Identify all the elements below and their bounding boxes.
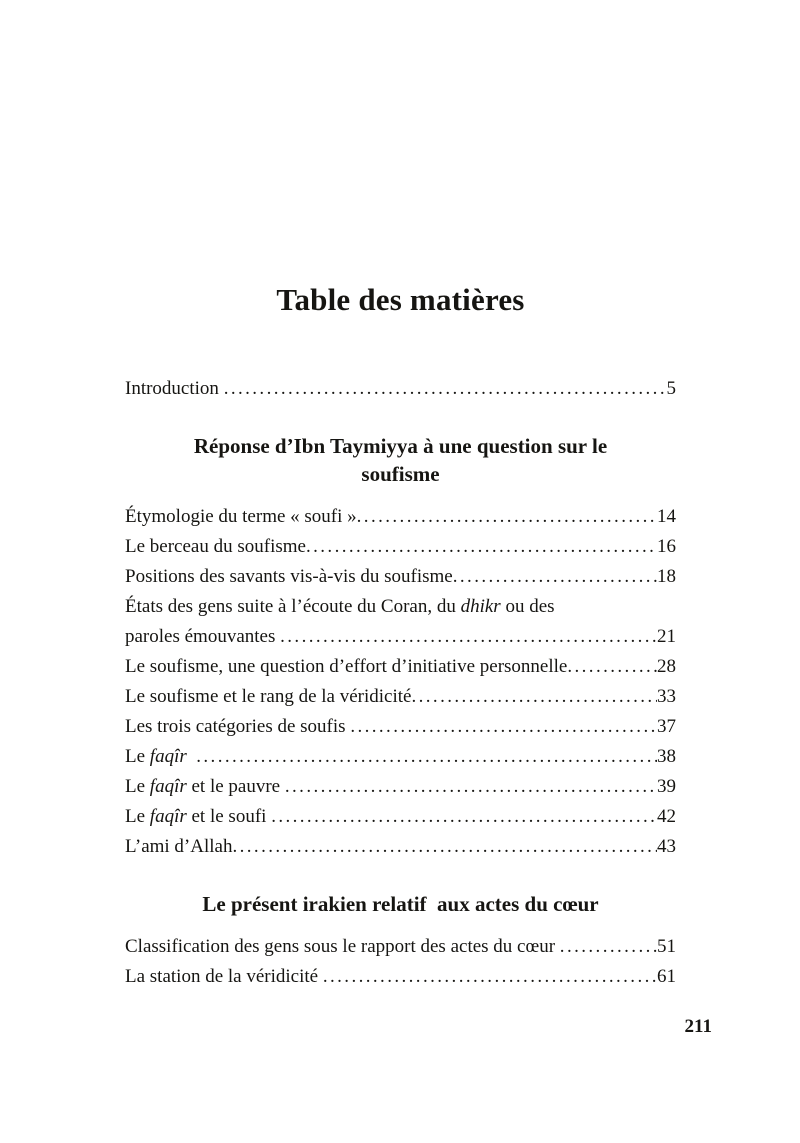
toc-entry-line [125, 932, 676, 962]
italic-term: faqîr [149, 776, 187, 797]
text-segment: Le berceau du soufisme [125, 536, 306, 557]
dot-leader [232, 832, 657, 862]
folio-page-number: 211 [684, 1016, 712, 1037]
toc-entry-line [125, 802, 676, 832]
toc-entry-line [125, 374, 676, 404]
toc-entry-text [125, 652, 567, 682]
toc-entry-text [125, 742, 196, 772]
toc-entry-page: 43 [657, 836, 676, 857]
toc-entry-page: 5 [666, 378, 676, 399]
text-segment: Le [125, 806, 150, 827]
italic-term: faqîr [149, 746, 187, 767]
toc-entry-line [125, 682, 676, 712]
text-segment [187, 746, 197, 767]
toc-entry-page: 37 [657, 716, 676, 737]
dot-leader [271, 802, 657, 832]
text-segment: Classification des gens sous le rapport des actes du cœur [125, 936, 560, 957]
toc-entry-list [125, 374, 676, 404]
text-segment: Le soufisme, une question d’effort d’initiative personnelle [125, 656, 568, 677]
toc-entry-line [125, 772, 676, 802]
section-heading-line: Réponse d’Ibn Taymiyya à une question sur le [193, 434, 608, 458]
toc-entry-page: 28 [657, 656, 676, 677]
toc-entry-text [125, 374, 224, 404]
dot-leader [224, 374, 667, 404]
toc-entry-page: 16 [657, 536, 676, 557]
toc-entry-line [125, 832, 676, 862]
dot-leader [411, 682, 657, 712]
dot-leader [560, 932, 657, 962]
dot-leader [280, 622, 657, 652]
toc-entry-line [125, 502, 676, 532]
toc-entry-page: 18 [657, 566, 676, 587]
text-segment: et le pauvre [186, 776, 285, 797]
dot-leader [323, 962, 657, 992]
toc-entry-text [125, 962, 323, 992]
toc-entry-text [125, 502, 357, 532]
toc-entry-text [125, 712, 350, 742]
toc-entry-text [125, 932, 560, 962]
dot-leader [306, 532, 657, 562]
toc-entry-text [125, 682, 411, 712]
dot-leader [567, 652, 657, 682]
section-heading [125, 890, 676, 918]
toc-entry-text [125, 772, 285, 802]
text-segment: Positions des savants vis-à-vis du soufisme [125, 566, 453, 587]
text-segment: paroles émouvantes [125, 626, 281, 647]
toc-entry-text [125, 622, 280, 652]
text-segment: ou des [500, 596, 555, 617]
dot-leader [453, 562, 657, 592]
text-segment: Le soufisme et le rang de la véridicité [125, 686, 412, 707]
toc-entry-text [125, 592, 555, 622]
toc-entry-page: 51 [657, 936, 676, 957]
text-segment: et le soufi [186, 806, 272, 827]
toc-entry-line [125, 562, 676, 592]
section-heading-line: soufisme [361, 462, 440, 486]
toc [125, 374, 676, 992]
dot-leader [350, 712, 657, 742]
toc-entry-line [125, 592, 676, 622]
text-segment: Introduction [125, 378, 224, 399]
toc-entry-text [125, 532, 306, 562]
toc-entry-list [125, 932, 676, 992]
text-segment: Le [125, 776, 150, 797]
toc-entry-page: 14 [657, 506, 676, 527]
toc-entry-page: 39 [657, 776, 676, 797]
toc-entry-line [125, 712, 676, 742]
toc-entry-line [125, 742, 676, 772]
toc-entry-line [125, 622, 676, 652]
italic-term: dhikr [460, 596, 501, 617]
page-title: Table des matières [276, 282, 525, 317]
toc-entry-page: 33 [657, 686, 676, 707]
dot-leader [357, 502, 657, 532]
toc-entry-page: 61 [657, 966, 676, 987]
text-segment: La station de la véridicité [125, 966, 323, 987]
section-heading [125, 432, 676, 488]
toc-entry-text [125, 832, 232, 862]
text-segment: États des gens suite à l’écoute du Coran, du [125, 596, 461, 617]
text-segment: Le [125, 746, 150, 767]
toc-entry-list [125, 502, 676, 862]
text-segment: L’ami d’Allah [125, 836, 233, 857]
italic-term: faqîr [149, 806, 187, 827]
toc-entry-text [125, 562, 453, 592]
toc-entry-page: 42 [657, 806, 676, 827]
toc-entry-text [125, 802, 271, 832]
text-segment: Étymologie du terme « soufi » [125, 506, 357, 527]
toc-entry-page: 38 [657, 746, 676, 767]
toc-entry-line [125, 532, 676, 562]
dot-leader [285, 772, 657, 802]
section-heading-line: Le présent irakien relatif aux actes du cœur [202, 892, 599, 916]
toc-entry-page: 21 [657, 626, 676, 647]
toc-entry-line [125, 962, 676, 992]
toc-entry-line [125, 652, 676, 682]
text-segment: Les trois catégories de soufis [125, 716, 351, 737]
dot-leader [196, 742, 657, 772]
